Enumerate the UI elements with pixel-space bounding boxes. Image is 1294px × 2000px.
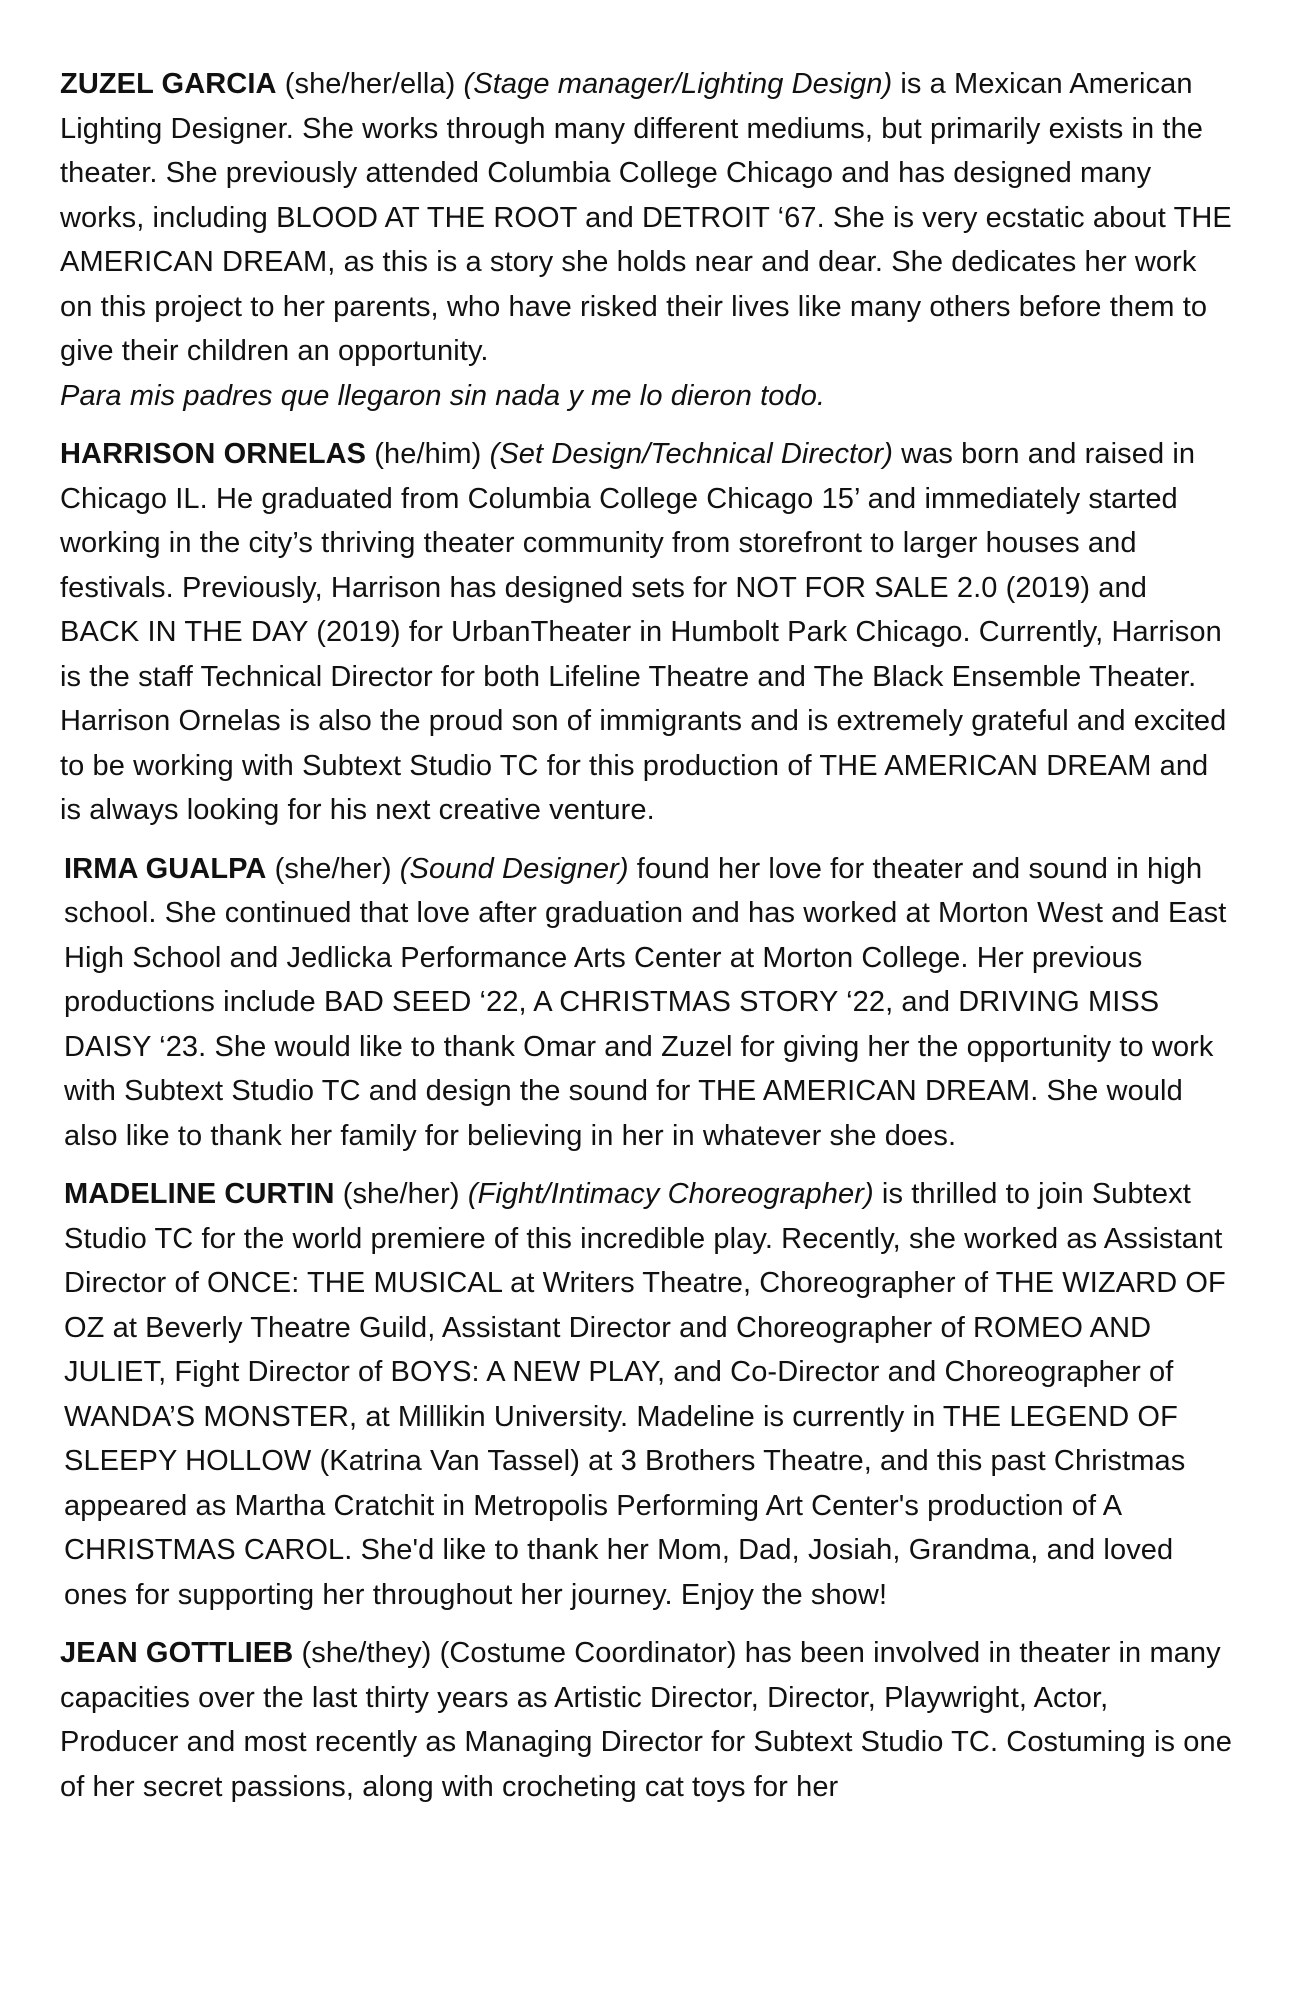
bio-role: (Stage manager/Lighting Design): [463, 68, 893, 100]
bio-name: ZUZEL GARCIA: [60, 68, 277, 100]
bio-role: (Set Design/Technical Director): [489, 438, 893, 470]
bio-text: was born and raised in Chicago IL. He graduated from Columbia College Chicago 15’ and immediately started working in the city’s thriving theater community from storefront to larger houses and festivals. Previously, Harrison has designed sets for NOT FOR SALE 2.0 (2019) and BACK IN THE DAY (2019) for UrbanTheater in Humbolt Park Chicago. Currently, Harrison is the staff Technical Director for both Lifeline Theatre and The Black Ensemble Theater. Harrison Ornelas is also the proud son of immigrants and is extremely grateful and excited to be working with Subtext Studio TC for this production of THE AMERICAN DREAM and is always looking for his next creative venture.: [60, 438, 1227, 826]
bio-dedication: Para mis padres que llegaron sin nada y me lo dieron todo.: [60, 379, 826, 412]
bio-harrison-ornelas: [60, 432, 1234, 833]
bio-role: (Costume Coordinator): [439, 1637, 737, 1669]
bio-name: MADELINE CURTIN: [64, 1178, 335, 1210]
bio-pronouns: (she/her/ella): [276, 68, 464, 100]
bio-jean-gottlieb: [60, 1631, 1234, 1809]
bio-name: HARRISON ORNELAS: [60, 438, 367, 470]
bio-text: has been involved in theater in many capacities over the last thirty years as Artistic Director, Director, Playwright, Actor, Producer and most recently as Managing Director for Subtext Studio TC. Costuming is one of her secret passions, along with crocheting cat toys for her: [60, 1637, 1232, 1803]
bio-zuzel-garcia: [60, 62, 1234, 418]
bio-text: is thrilled to join Subtext Studio TC for the world premiere of this incredible play. Recently, she worked as Assistant Director of ONCE: THE MUSICAL at Writers Theatre, Choreographer of THE WIZARD OF OZ at Beverly Theatre Guild, Assistant Director and Choreographer of ROMEO AND JULIET, Fight Director of BOYS: A NEW PLAY, and Co-Director and Choreographer of WANDA’S MONSTER, at Millikin University. Madeline is currently in THE LEGEND OF SLEEPY HOLLOW (Katrina Van Tassel) at 3 Brothers Theatre, and this past Christmas appeared as Martha Cratchit in Metropolis Performing Art Center's production of A CHRISTMAS CAROL. She'd like to thank her Mom, Dad, Josiah, Grandma, and loved ones for supporting her throughout her journey. Enjoy the show!: [64, 1178, 1226, 1611]
bio-text: is a Mexican American Lighting Designer. She works through many different mediums, but primarily exists in the theater. She previously attended Columbia College Chicago and has designed many works, including BLOOD AT THE ROOT and DETROIT ‘67. She is very ecstatic about THE AMERICAN DREAM, as this is a story she holds near and dear. She dedicates her work on this project to her parents, who have risked their lives like many others before them to give their children an opportunity.: [60, 68, 1232, 367]
bio-name: IRMA GUALPA: [64, 852, 267, 885]
bio-pronouns: (she/her): [334, 1178, 468, 1210]
bio-pronouns: (she/her): [266, 852, 400, 885]
bio-role: (Sound Designer): [399, 852, 629, 885]
bio-pronouns: (she/they): [293, 1637, 440, 1669]
bio-pronouns: (he/him): [366, 438, 490, 470]
bio-madeline-curtin: [60, 1172, 1234, 1617]
bio-role: (Fight/Intimacy Choreographer): [467, 1178, 874, 1210]
bio-text: found her love for theater and sound in high school. She continued that love after graduation and has worked at Morton West and East High School and Jedlicka Performance Arts Center at Morton College. Her previous productions include BAD SEED ‘22, A CHRISTMAS STORY ‘22, and DRIVING MISS DAISY ‘23. She would like to thank Omar and Zuzel for giving her the opportunity to work with Subtext Studio TC and design the sound for THE AMERICAN DREAM. She would also like to thank her family for believing in her in whatever she does.: [64, 852, 1227, 1152]
bio-name: JEAN GOTTLIEB: [60, 1637, 294, 1669]
bio-irma-gualpa: [60, 847, 1234, 1159]
